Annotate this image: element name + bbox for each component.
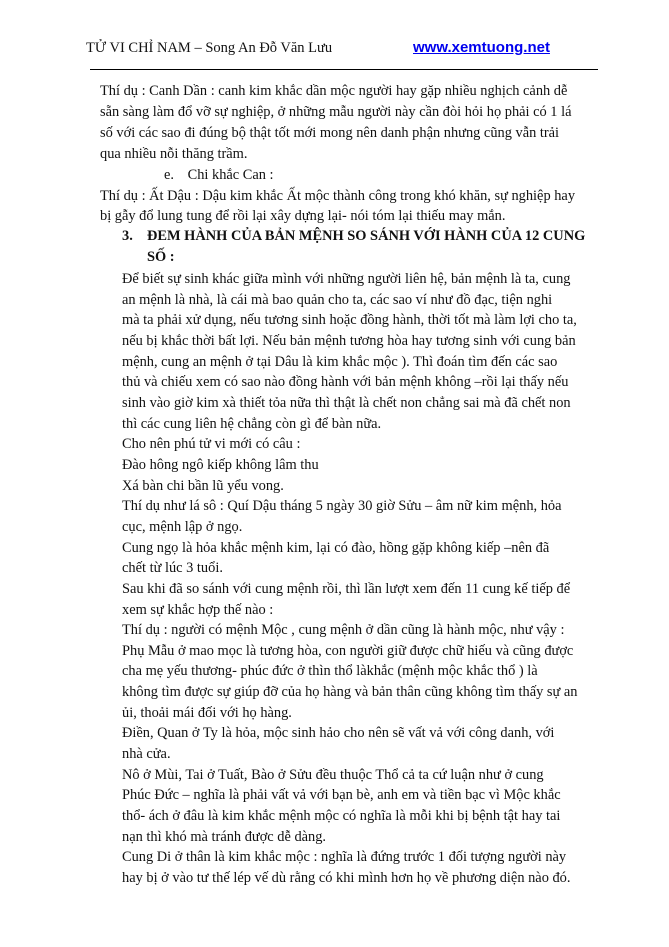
text-line: Nô ở Mùi, Tai ở Tuất, Bào ở Sửu đều thuộc Thổ cả ta cứ luận như ở cung <box>122 766 544 783</box>
text-line: mà ta phải xử dụng, nếu tương sinh hoặc đồng hành, thời tốt mà làm lợi cho ta, <box>122 312 577 329</box>
text-line: chết từ lúc 3 tuổi. <box>122 560 223 577</box>
header-divider <box>90 69 598 70</box>
text-line: Sau khi đã so sánh với cung mệnh rồi, thì lần lượt xem đến 11 cung kế tiếp để <box>122 580 571 597</box>
text-line: Để biết sự sinh khác giữa mình với những người liên hệ, bản mệnh là ta, cung <box>122 271 571 287</box>
text-line: thì các cung liên hệ chẳng còn gì để bàn nữa. <box>122 415 382 432</box>
text-line: bị gẫy đổ lung tung để rồi lại xây dựng lại- nói tóm lại thiếu may mắn. <box>100 208 506 225</box>
text-line: Thí dụ : người có mệnh Mộc , cung mệnh ở dần cũng là hành mộc, như vậy : <box>122 622 565 639</box>
text-line: không tìm được sự giúp đỡ của họ hàng và bản thân cũng không tìm thấy sự an <box>122 684 578 701</box>
text-line: Cho nên phú tử vi mới có câu : <box>122 436 301 453</box>
paragraph-canh-dan <box>100 81 575 227</box>
text-line: Thí dụ như lá sô : Quí Dậu tháng 5 ngày 30 giờ Sửu – âm nữ kim mệnh, hỏa <box>122 498 562 515</box>
heading-line: SỐ : <box>147 248 175 265</box>
website-link[interactable]: www.xemtuong.net <box>413 39 550 56</box>
text-line: Cung Di ở thân là kim khắc mộc : nghĩa là đứng trước 1 đối tượng người này <box>122 849 567 866</box>
text-line: hay bị ở vào tư thế lép vế dù rằng có khi mình hơn họ về phương diện nào đó. <box>122 870 571 887</box>
text-line: sẵn sàng làm đổ vỡ sự nghiệp, ở những mẫu người này cần đòi hỏi họ phải có 1 lá <box>100 103 572 120</box>
text-line: Phụ Mẫu ở mao mọc là tương hòa, con người giữ được chữ hiếu và cũng được <box>122 642 574 659</box>
text-line: số với các sao đi đúng bộ thật tốt mới mong nên danh phận nhưng cũng vẫn trải <box>100 124 560 141</box>
heading-line: ĐEM HÀNH CỦA BẢN MỆNH SO SÁNH VỚI HÀNH CỦA 12 CUNG <box>147 228 586 244</box>
text-line: nạn thì khó mà tránh được dễ dàng. <box>122 828 327 845</box>
section-number: 3. <box>122 228 133 244</box>
text-line: thổ- ách ở đâu là kim khắc mệnh mộc có nghĩa là mỗi khi bị bệnh tật hay tai <box>122 808 561 825</box>
text-line: nếu bị khắc thời bất lợi. Nếu bản mệnh tương hòa hay tương sinh với cung bản <box>122 332 576 349</box>
subheading-title: Chi khắc Can : <box>187 166 274 183</box>
text-line: an mệnh là nhà, là cái mà bao quản cho ta, các sao ví như đồ đạc, tiện nghi <box>122 291 553 308</box>
text-line: Xá bàn chi bần lũ yểu vong. <box>122 477 284 494</box>
text-line: cha mẹ yếu thương- phúc đức ở thìn thổ làkhắc (mệnh mộc khắc thổ ) là <box>122 663 538 680</box>
text-line: sinh vào giờ kim xà thiết tỏa nữa thì thật là chết non chẳng sai mà đã chết non <box>122 394 571 411</box>
header-title: TỬ VI CHỈ NAM – Song An Đỗ Văn Lưu <box>86 40 333 56</box>
text-line: Cung ngọ là hỏa khắc mệnh kim, lại có đào, hồng gặp không kiếp –nên đã <box>122 539 550 556</box>
text-line: nhà cửa. <box>122 746 171 763</box>
text-line: Thí dụ : Ất Dậu : Dậu kim khắc Ất mộc thành công trong khó khăn, sự nghiệp hay <box>100 187 576 204</box>
section-3-body <box>122 269 577 889</box>
text-line: cục, mệnh lập ở ngọ. <box>122 518 243 535</box>
list-marker: e. <box>164 166 174 183</box>
text-line: Điền, Quan ở Ty là hỏa, mộc sinh hảo cho nên sẽ vất vả với công danh, với <box>122 725 555 742</box>
text-line: mệnh, cung an mệnh ở tại Dâu là kim khắc mộc ). Thì đoán tìm đến các sao <box>122 353 558 370</box>
text-line: Phúc Đức – nghĩa là phải vất vả với bạn bè, anh em và tiền bạc vì Mộc khắc <box>122 787 561 804</box>
text-line: Đào hông ngô kiếp không lâm thu <box>122 456 319 473</box>
text-line: Thí dụ : Canh Dần : canh kim khắc dần mộc người hay gặp nhiều nghịch cảnh dễ <box>100 83 568 99</box>
text-line: ủi, thoải mái đối với họ hàng. <box>122 704 292 721</box>
text-line: qua nhiều nỗi thăng trầm. <box>100 145 248 162</box>
text-line: xem sự khắc hợp thế nào : <box>122 601 274 618</box>
subheading-e <box>100 165 575 186</box>
text-line: thủ và chiếu xem có sao nào đồng hành với bản mệnh không –rồi lại thấy nếu <box>122 374 569 391</box>
section-3-heading <box>122 226 585 268</box>
